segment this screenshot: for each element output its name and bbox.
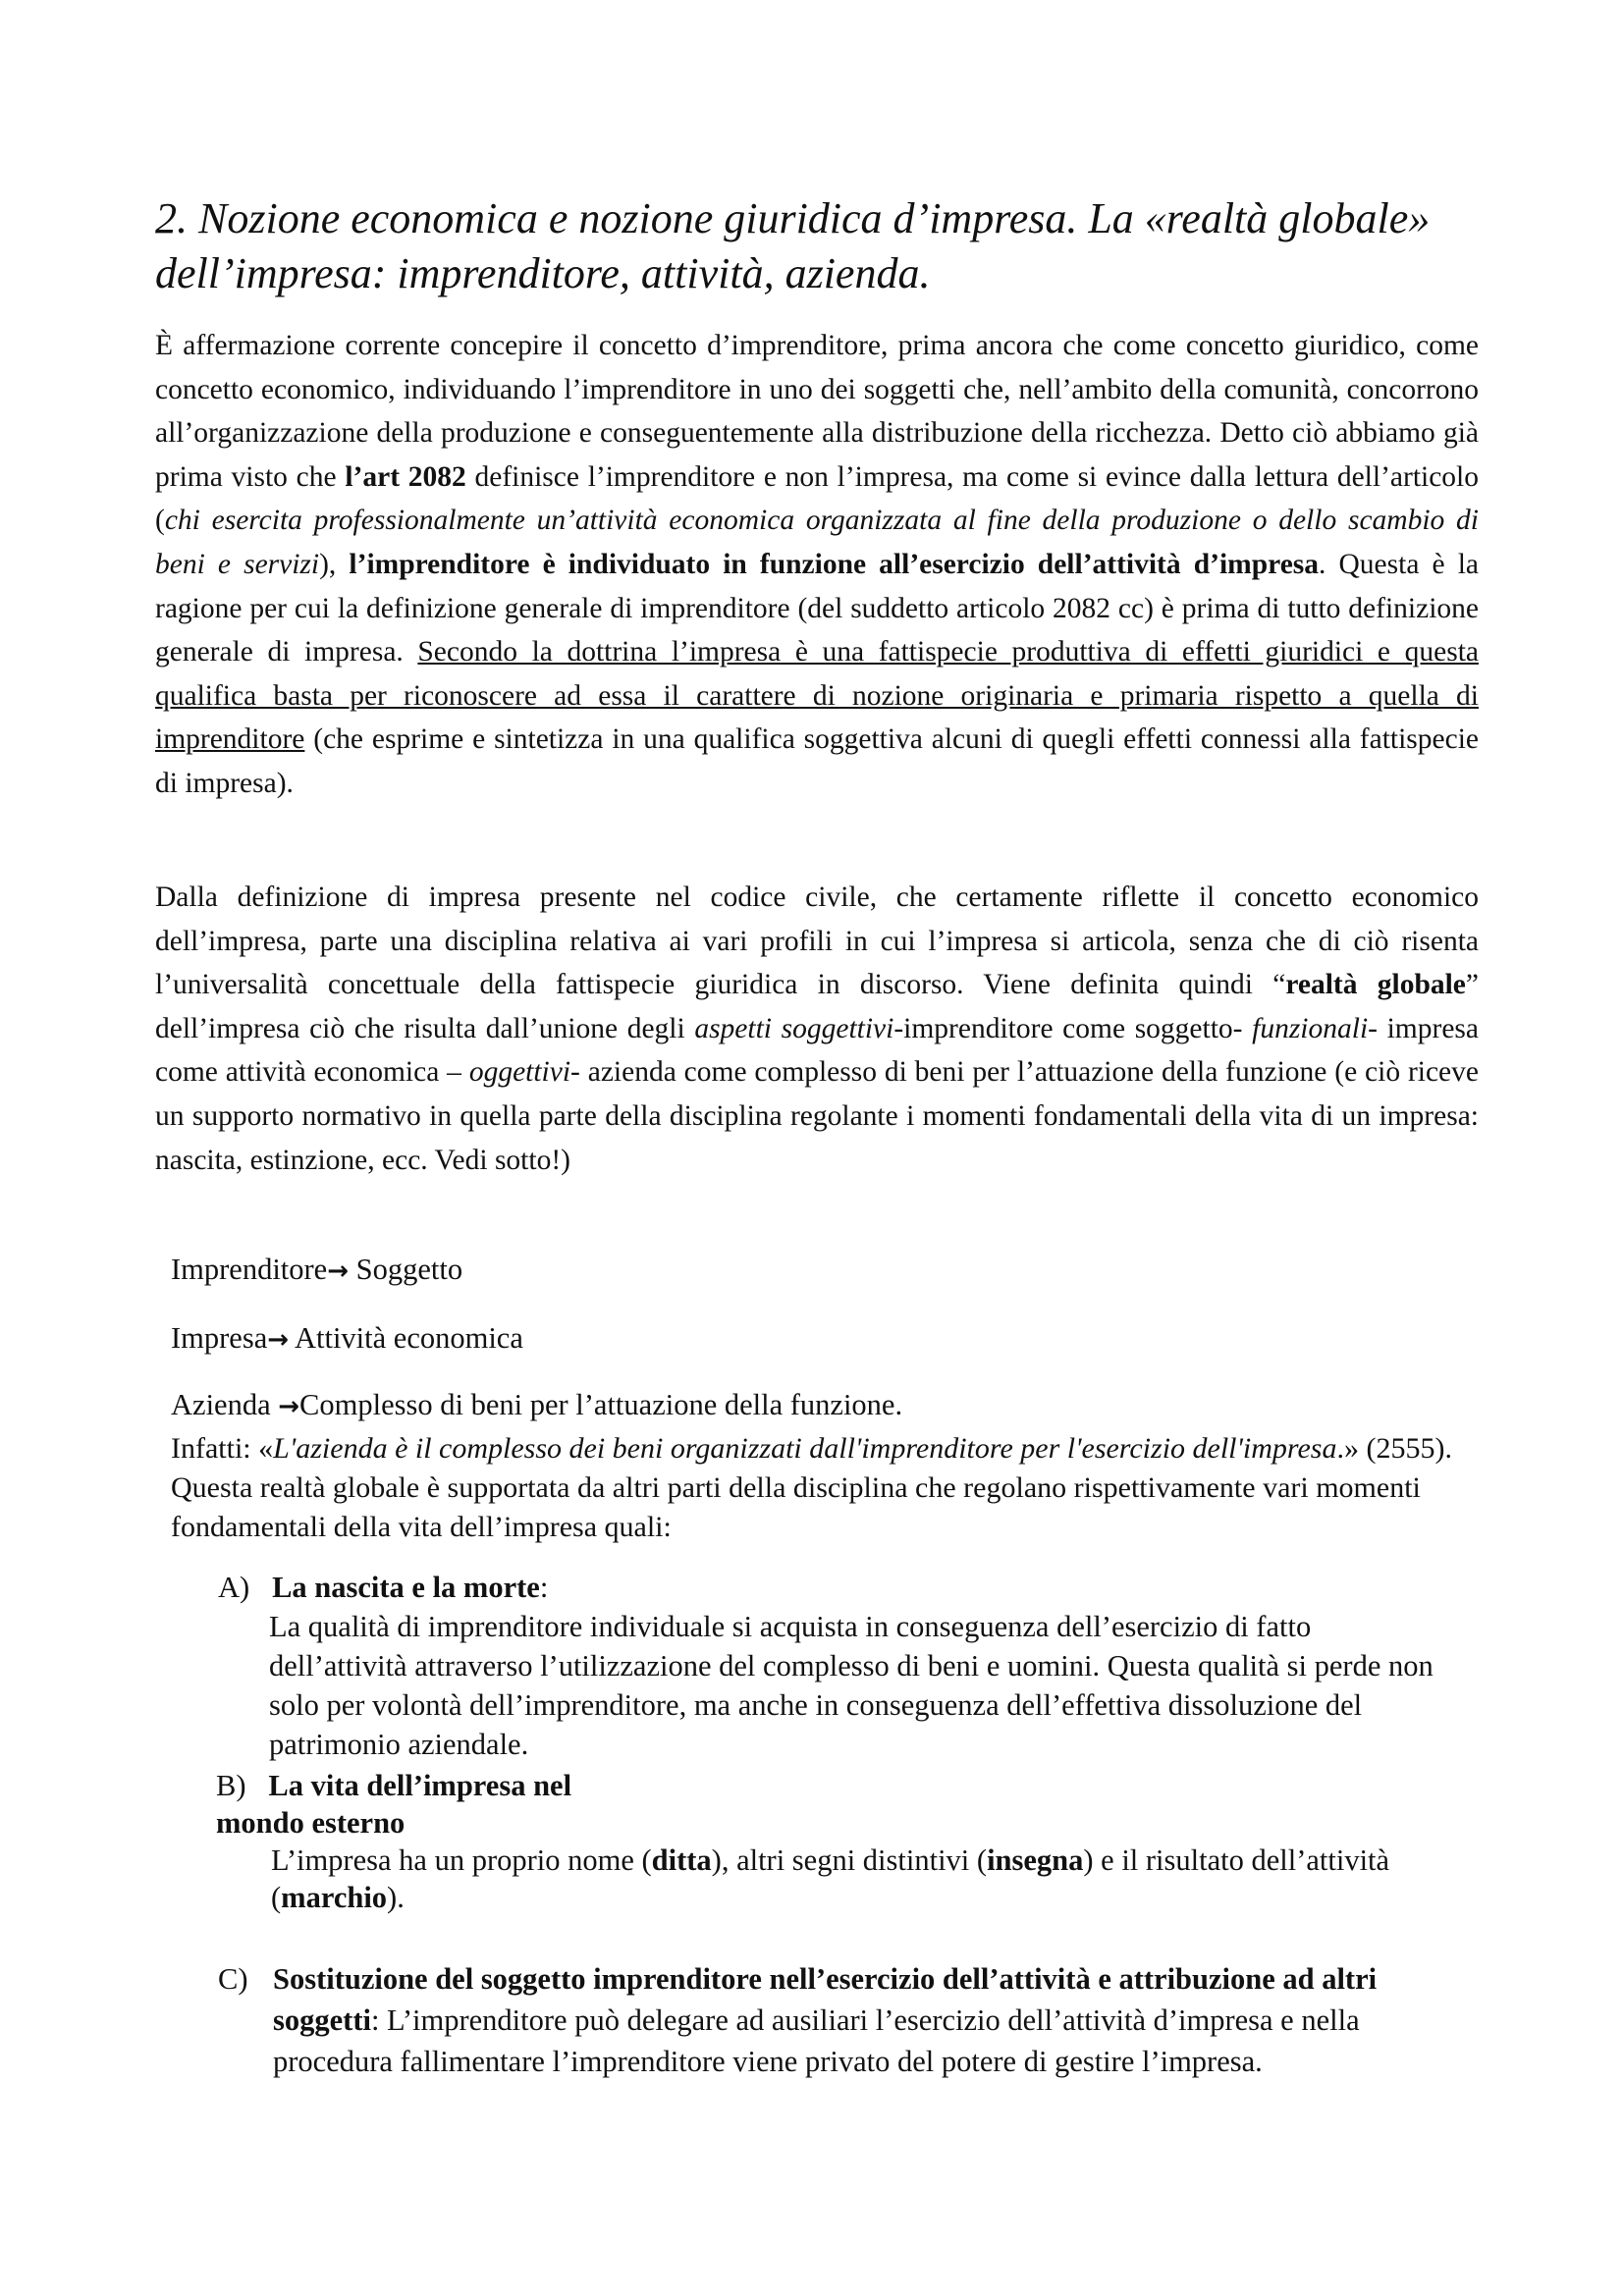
list-marker-b: B): [216, 1769, 246, 1802]
list-item-a: [218, 1568, 1494, 1764]
mapping-row-1: [171, 1253, 462, 1287]
mapping-row-2-left: Impresa: [171, 1321, 268, 1355]
list-b-text-5: ).: [387, 1881, 405, 1914]
arrow-right-icon: →: [327, 1256, 350, 1286]
list-b-text-2: ), altri segni distintivi (: [711, 1843, 988, 1877]
mapping-row-1-left: Imprenditore: [171, 1253, 328, 1286]
p1-quote: chi esercita professionalmente un’attività economica organizzata al fine della produzione o dello scambio di beni e servizi: [155, 505, 1479, 580]
mapping-row-1-right: Soggetto: [349, 1253, 463, 1286]
mapping-row-2-right: Attività economica: [289, 1321, 523, 1355]
list-marker-a: A): [218, 1571, 250, 1604]
p1-text-4: . Questa è la ragione per cui la definizione generale di imprenditore (del suddetto articolo 2082 cc) è prima di tutto definizione generale di impresa.: [155, 548, 1480, 668]
mapping-row-3-left: Azienda: [171, 1388, 279, 1421]
list-c-row: [218, 1958, 1494, 2082]
list-heading-a: La nascita e la morte: [272, 1571, 540, 1604]
list-colon-a: :: [539, 1571, 549, 1604]
p2-bold: realtà globale: [1285, 969, 1466, 1001]
p1-bold-statement: l’imprenditore è individuato in funzione all’esercizio dell’attività d’impresa: [349, 548, 1320, 580]
infatti-quote: L'azienda è il complesso dei beni organizzati dall'imprenditore per l'esercizio dell'impresa: [273, 1432, 1337, 1465]
section-title: [155, 191, 1490, 301]
infatti-paragraph: [171, 1429, 1477, 1547]
p1-text-3: ),: [319, 548, 350, 580]
infatti-text-2: .» (2555). Questa realtà globale è supportata da altri parti della disciplina che regolano rispettivamente vari momenti fondamentali della vita dell’impresa quali:: [171, 1432, 1452, 1543]
list-item-b: [216, 1767, 1492, 1916]
title-line-1: 2. Nozione economica e nozione giuridica d’impresa. La «realtà globale»: [155, 194, 1431, 242]
p2-text-2: ” dell’impresa ciò che risulta dall’unione degli: [155, 969, 1479, 1044]
list-text-c: : L’imprenditore può delegare ad ausiliari l’esercizio dell’attività d’impresa e nella procedura fallimentare l’imprenditore viene privato del potere di gestire l’impresa.: [273, 2003, 1360, 2078]
p2-text-5: - azienda come complesso di beni per l’attuazione della funzione (e ciò riceve un supporto normativo in quella parte della disciplina regolante i momenti fondamentali della vita di un impresa: nascita, estinzione, ecc. Vedi sotto!): [155, 1056, 1479, 1176]
p1-text-5: (che esprime e sintetizza in una qualifica soggettiva alcuni di quegli effetti connessi alla fattispecie di impresa).: [155, 723, 1479, 799]
mapping-row-3: [171, 1388, 902, 1422]
p2-italic-2: funzionali: [1252, 1012, 1369, 1044]
list-marker-c: C): [218, 1962, 248, 1996]
p2-italic-3: oggettivi: [468, 1056, 571, 1089]
p1-text-1: È affermazione corrente concepire il concetto d’imprenditore, prima ancora che come concetto giuridico, come concetto economico, individuando l’imprenditore in uno dei soggetti che, nell’ambito della comunità, concorrono all’organizzazione della produzione e conseguentemente alla distribuzione della ricchezza. Detto ciò abbiamo già prima visto che: [155, 330, 1479, 493]
paragraph-1: [155, 324, 1479, 806]
p2-italic-1: aspetti soggettivi: [694, 1012, 894, 1044]
mapping-row-3-right: Complesso di beni per l’attuazione della funzione.: [299, 1388, 903, 1421]
list-heading-b-1: La vita dell’impresa nel: [268, 1769, 572, 1802]
list-heading-b-2: mondo esterno: [216, 1806, 406, 1840]
p2-text-3: -imprenditore come soggetto-: [893, 1012, 1253, 1044]
list-b-marchio: marchio: [281, 1881, 388, 1914]
arrow-right-icon: →: [267, 1325, 290, 1355]
list-text-a: La qualità di imprenditore individuale si acquista in conseguenza dell’esercizio di fatto dell’attività attraverso l’utilizzazione del complesso di beni e uomini. Questa qualità si perde non solo per volontà dell’imprenditore, ma anche in conseguenza dell’effettiva dissoluzione del patrimonio aziendale.: [269, 1610, 1434, 1761]
list-b-ditta: ditta: [651, 1843, 712, 1877]
p2-text-1: Dalla definizione di impresa presente nel codice civile, che certamente riflette il concetto economico dell’impresa, parte una disciplina relativa ai vari profili in cui l’impresa si articola, senza che di ciò risenta l’universalità concettuale della fattispecie giuridica in discorso. Viene definita quindi “: [155, 881, 1479, 1001]
list-item-c: [218, 1958, 1494, 2082]
list-b-text-1: L’impresa ha un proprio nome (: [271, 1843, 652, 1877]
mapping-row-2: [171, 1321, 523, 1356]
p2-text-4: - impresa come attività economica –: [155, 1012, 1479, 1089]
paragraph-2: [155, 876, 1479, 1182]
list-c-body: [273, 1958, 1451, 2082]
list-b-text-3: ) e il risultato dell’attività: [1083, 1843, 1390, 1877]
arrow-right-icon: →: [278, 1392, 300, 1421]
list-b-insegna: insegna: [987, 1843, 1084, 1877]
list-text-b: [216, 1842, 1400, 1916]
p1-underlined: Secondo la dottrina l’impresa è una fattispecie produttiva di effetti giuridici e questa qualifica basta per riconoscere ad essa il carattere di nozione originaria e primaria rispetto a quella di imprenditore: [155, 636, 1479, 756]
title-line-2: dell’impresa: imprenditore, attività, azienda.: [155, 249, 931, 297]
list-heading-c: Sostituzione del soggetto imprenditore nell’esercizio dell’attività e attribuzione ad altri soggetti: [273, 1962, 1378, 2037]
infatti-text-1: Infatti: «: [171, 1432, 274, 1465]
p1-art-ref: l’art 2082: [345, 460, 466, 493]
p1-text-2: definisce l’imprenditore e non l’impresa, ma come si evince dalla lettura dell’articolo (: [155, 460, 1479, 537]
list-b-text-4: (: [271, 1881, 282, 1914]
